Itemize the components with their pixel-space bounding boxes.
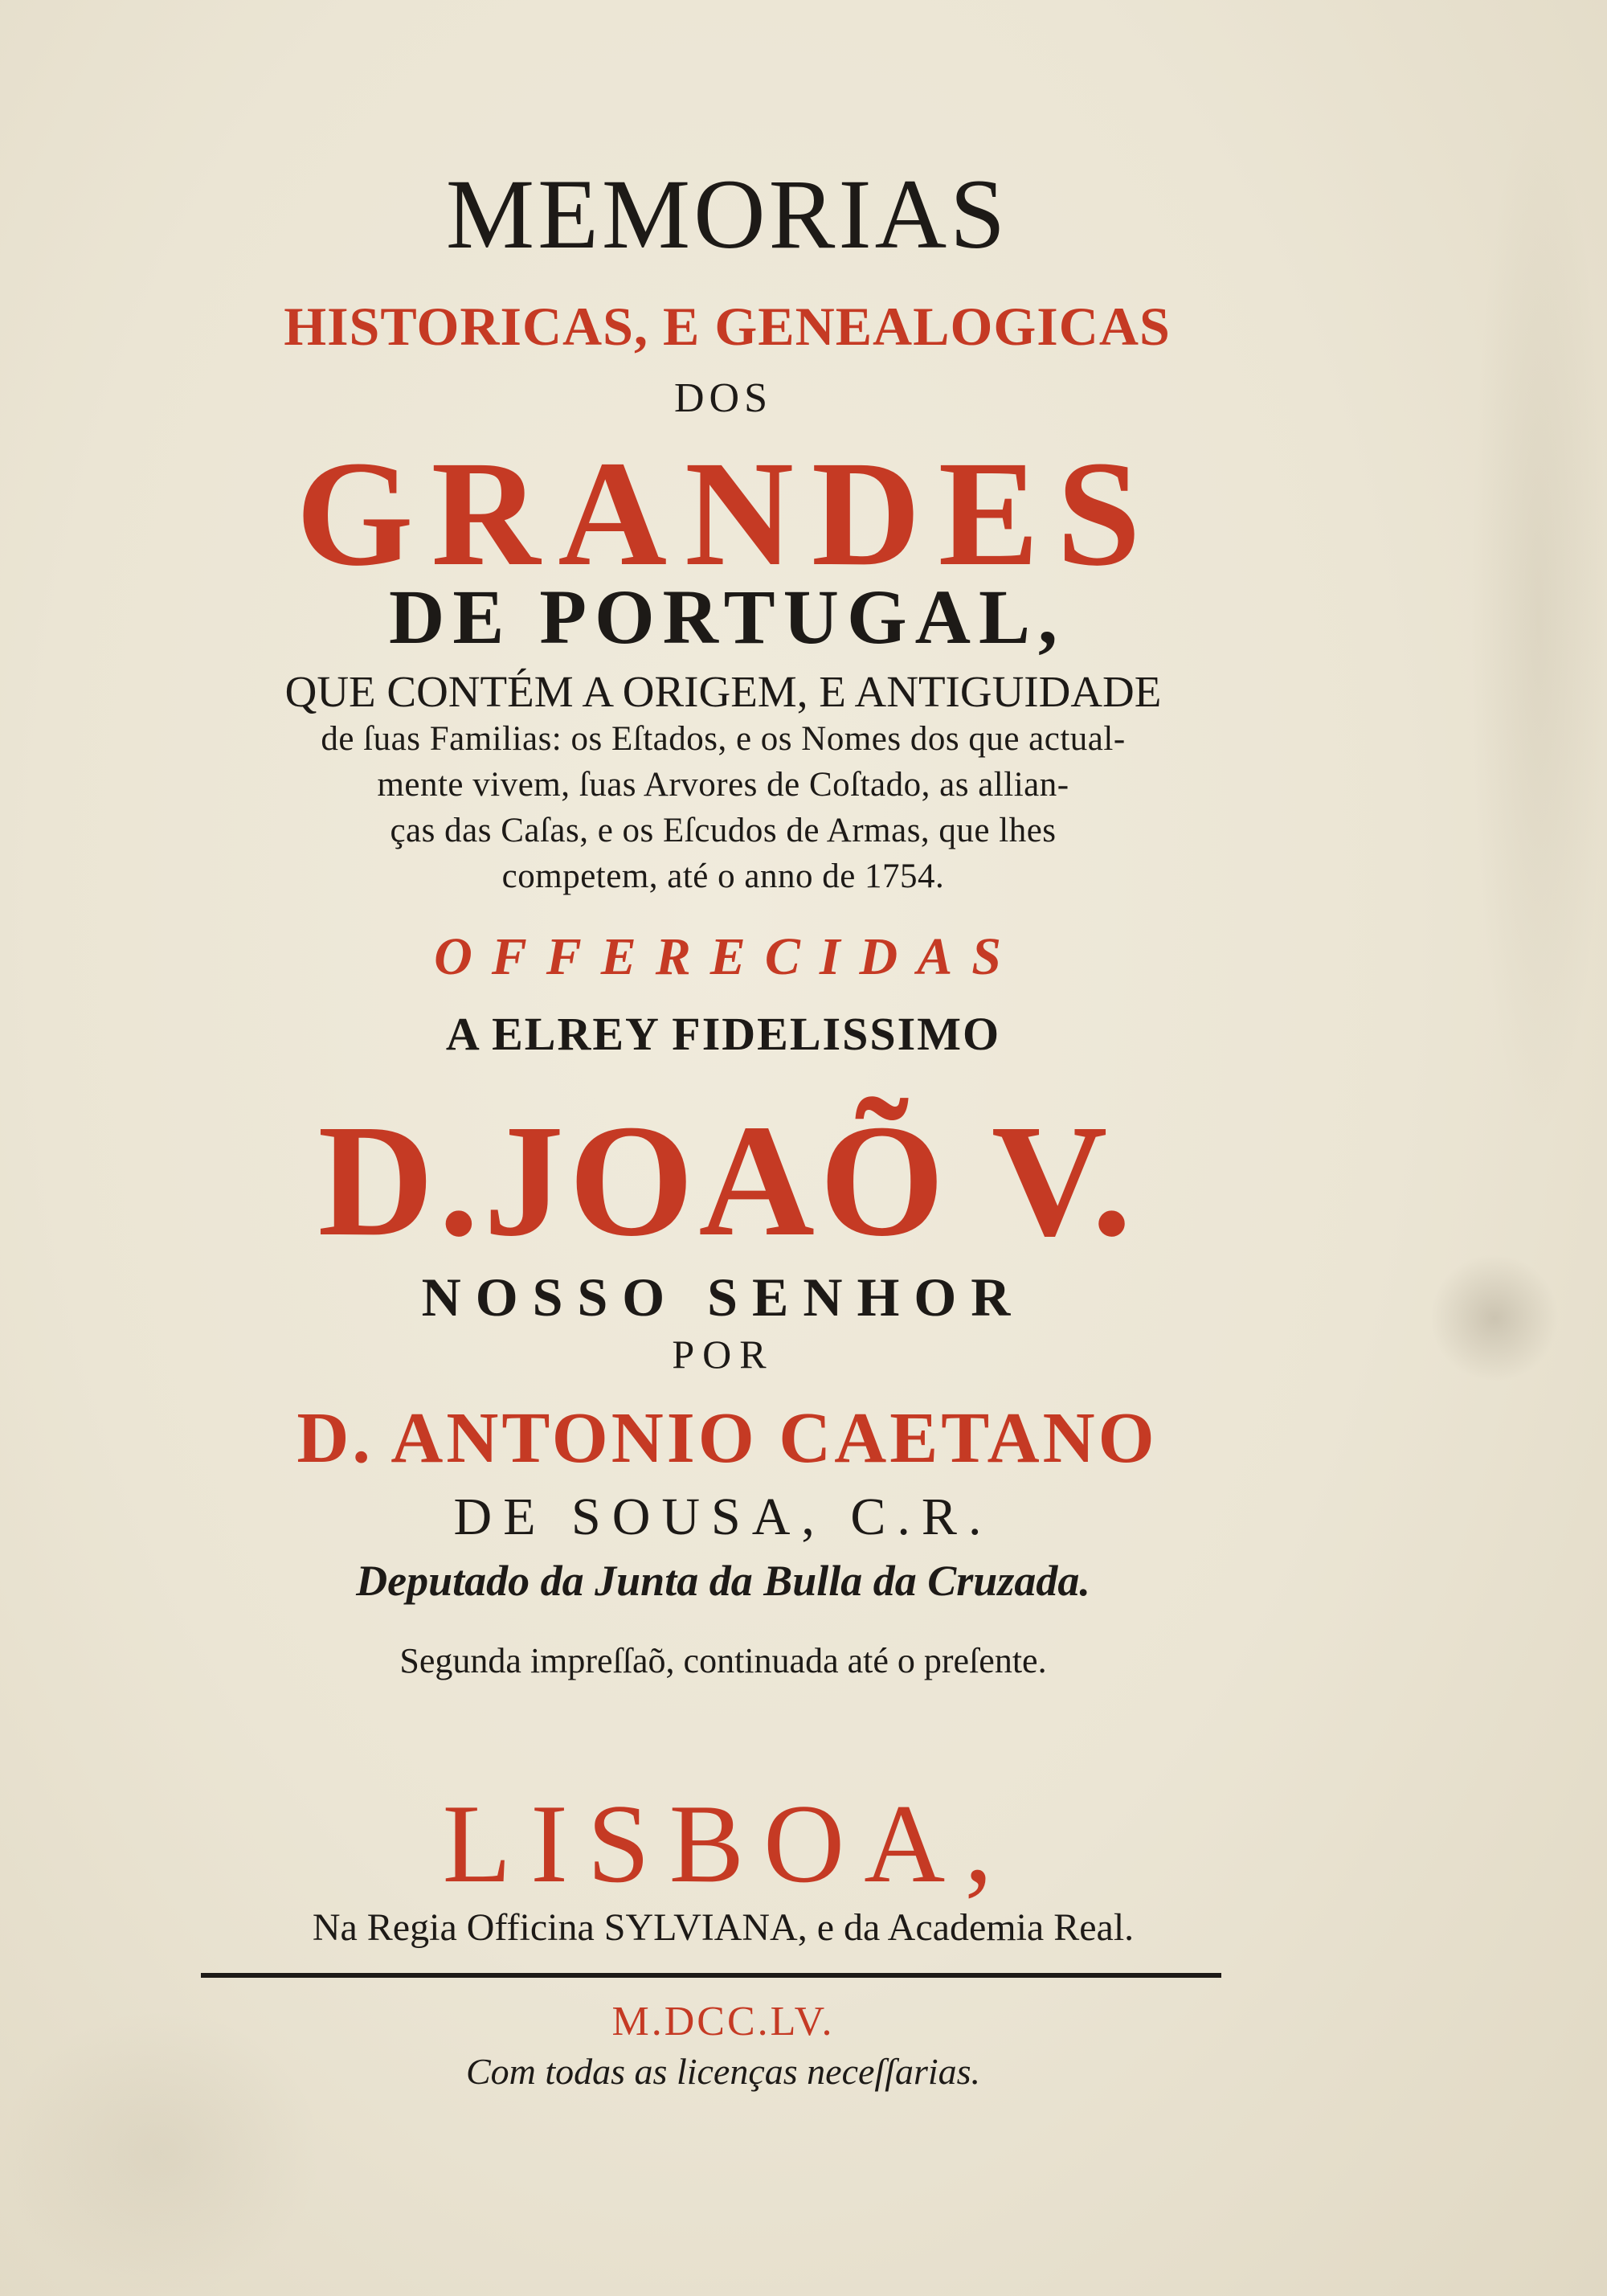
- imprint-printer: Na Regia Officina SYLVIANA, e da Academia Real.: [312, 1906, 1135, 1949]
- horizontal-rule: [201, 1973, 1221, 1978]
- author-name: D. ANTONIO CAETANO: [296, 1398, 1158, 1478]
- imprint-licences: Com todas as licenças neceſſarias.: [465, 2051, 981, 2092]
- imprint-year: M.DCC.LV.: [611, 1999, 835, 2044]
- author-title: Deputado da Junta da Bulla da Cruzada.: [356, 1557, 1090, 1605]
- edition-note: Segunda impreſſaõ, continuada até o preſente.: [399, 1641, 1047, 1680]
- subtitle-que-contem: QUE CONTÉM A ORIGEM, E ANTIGUIDADE: [284, 667, 1162, 716]
- description-line: ças das Caſas, e os Eſcudos de Armas, que lhes: [390, 812, 1057, 849]
- title-historicas: HISTORICAS, E GENEALOGICAS: [284, 296, 1171, 357]
- dedication-nosso-senhor: NOSSO SENHOR: [421, 1267, 1025, 1328]
- title-de-portugal: DE PORTUGAL,: [388, 574, 1065, 660]
- dedication-elrey: A ELREY FIDELISSIMO: [445, 1008, 1001, 1060]
- dedication-offerecidas: OFFERECIDAS: [434, 927, 1020, 986]
- description-line: de ſuas Familias: os Eſtados, e os Nomes dos que actual-: [321, 720, 1126, 758]
- dedicatee-name: D.JOAÕ V.: [317, 1092, 1137, 1270]
- byline-por: POR: [672, 1332, 775, 1377]
- author-surname: DE SOUSA, C.R.: [453, 1488, 993, 1546]
- title-grandes: GRANDES: [296, 429, 1159, 597]
- title-memorias: MEMORIAS: [445, 159, 1009, 269]
- description-line: competem, até o anno de 1754.: [501, 857, 945, 895]
- paper-stain: [0, 2009, 321, 2296]
- description-line: mente vivem, ſuas Arvores de Coſtado, as allian-: [377, 766, 1069, 804]
- title-dos: DOS: [673, 375, 773, 421]
- imprint-city: LISBOA,: [442, 1782, 1012, 1906]
